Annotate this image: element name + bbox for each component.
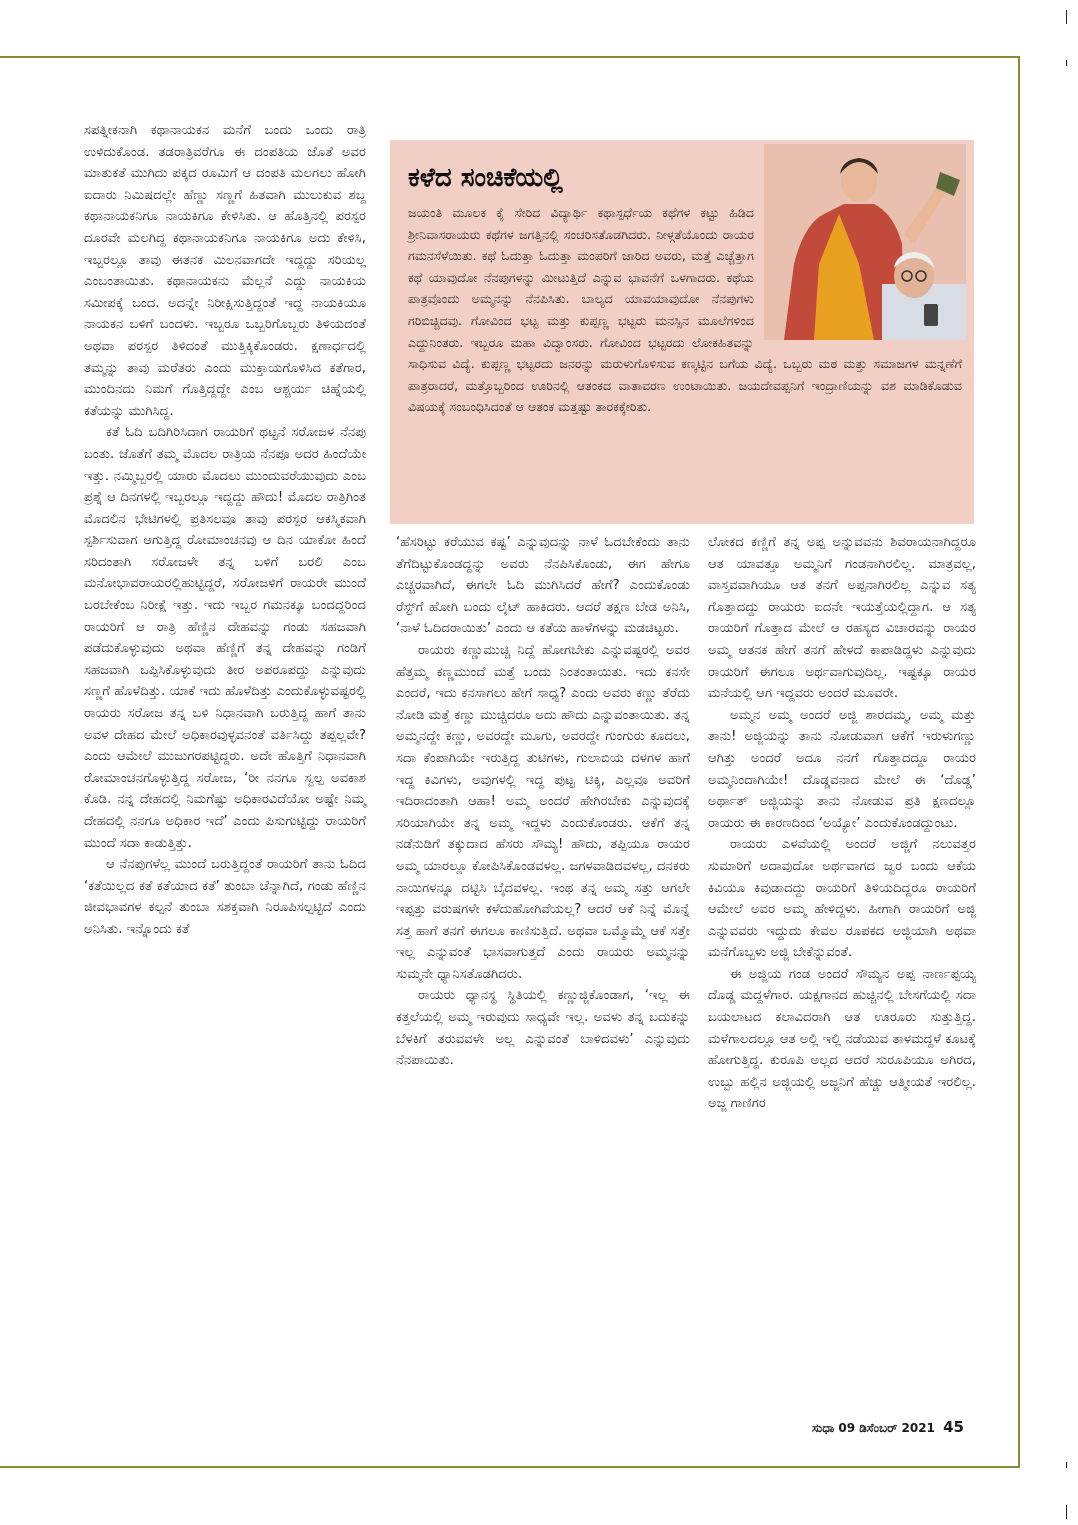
box-summary-text: ಜಯಂತಿ ಮೂಲಕ ಕೈ ಸೇರಿದ ವಿದ್ಯಾರ್ಥಿ ಕಥಾಸ್ಪರ್ಧೆಯ ಕಥೆಗಳ ಕಟ್ಟು ಹಿಡಿದ ಶ್ರೀನಿವಾಸರಾಯರು ಕಥೆಗಳ ಜಗತ್ತಿನಲ್ಲಿ ಸಂಚರಿಸತೊಡಗಿದರು. ನೀಳ್ಗತೆಯೊಂದು ರಾಯರ ಗಮನಸೆಳೆಯಿತು. ಕಥೆ ಓದುತ್ತಾ ಓದುತ್ತಾ ಮಂಪರಿಗೆ ಜಾರಿದ ಅವರು, ಮತ್ತೆ ಎಚ್ಚೆತ್ತಾಗ ಕಥೆ ಯಾವುದೋ ನೆನಪುಗಳನ್ನು ಮೀಟುತ್ತಿದೆ ಎನ್ನುವ ಭಾವನೆಗೆ ಒಳಗಾದರು. ಕಥೆಯ ಪಾತ್ರವೊಂದು ಅಮ್ಮನನ್ನು ನೆನಪಿಸಿತು. ಬಾಲ್ಯದ ಯಾವಯಾವುದೋ ನೆನಪುಗಳು ಗರಿಬಿಚ್ಚಿದವು. ಗೋವಿಂದ ಭಟ್ಟ ಮತ್ತು ಕುಪ್ಪಣ್ಣ ಭಟ್ಟರು ಮನಸ್ಸಿನ ಮೂಲೆಗಳಿಂದ ಎದ್ದುನಿಂತರು. ಇಬ್ಬರೂ ಮಹಾ ವಿದ್ವಾಂಸರು. ಗೋವಿಂದ ಭಟ್ಟರದು ಲೋಕಹಿತವನ್ನು ಸಾಧಿಸುವ ವಿದ್ಯೆ. ಕುಪ್ಪಣ್ಣ ಭಟ್ಟರದು ಜನರನ್ನು ಮರುಳುಗೊಳಿಸುವ ಕಣ್ಕಟ್ಟಿನ ಬಗೆಯ ವಿದ್ಯೆ. ಒಬ್ಬರು ಮಠ ಮತ್ತು ಸಮಾಜಗಳ ಮನ್ನಣೆಗೆ ಪಾತ್ರರಾದರೆ, ಮತ್ತೊಬ್ಬರಿಂದ ಊರಿನಲ್ಲಿ ಆತಂಕದ ವಾತಾವರಣ ಉಂಟಾಯಿತು. ಜಯದೇವಪ್ಪನಿಗೆ ಇಂದ್ರಾಣಿಯನ್ನು ವಶ ಮಾಡಿಕೊಡುವ ವಿಷಯಕ್ಕೆ ಸಂಬಂಧಿಸಿದಂತೆ ಆ ಆತಂಕ ಮತ್ತಷ್ಟು ತಾರಕಕ್ಕೇರಿತು. <box>408 205 962 415</box>
paragraph: ಆ ನೆನಪುಗಳೆಲ್ಲ ಮುಂದೆ ಬರುತ್ತಿದ್ದಂತೆ ರಾಯರಿಗೆ ತಾನು ಓದಿದ ‘ಕತೆಯಿಲ್ಲದ ಕತೆ ಕತೆಯಾದ ಕತೆ’ ತುಂಬಾ ಚೆನ್ನಾಗಿದೆ, ಗಂಡು ಹೆಣ್ಣಿನ ಜೀವಭಾವಗಳ ಕಲ್ಪನೆ ತುಂಬಾ ಸಶಕ್ತವಾಗಿ ನಿರೂಪಿಸಲ್ಪಟ್ಟಿದೆ ಎಂದು ಅನಿಸಿತು. ಇನ್ನೊಂದು ಕತೆ <box>84 857 366 937</box>
paragraph: ಸಪತ್ನೀಕನಾಗಿ ಕಥಾನಾಯಕನ ಮನೆಗೆ ಬಂದು ಒಂದು ರಾತ್ರಿ ಉಳಿದುಕೊಂಡ. ತಡರಾತ್ರಿವರೆಗೂ ಈ ದಂಪತಿಯ ಜೊತೆ ಅವರ ಮಾತುಕತೆ ಮುಗಿದು ಪಕ್ಕದ ರೂಮಿಗೆ ಆ ದಂಪತಿ ಮಲಗಲು ಹೋಗಿ ಐದಾರು ನಿಮಿಷದಲ್ಲೇ ಹೆಣ್ಣು ಸಣ್ಣಗೆ ಹಿತವಾಗಿ ಮುಲುಕುವ ಶಬ್ದ ಕಥಾನಾಯಕನಿಗೂ ನಾಯಕಿಗೂ ಕೇಳಿಸಿತು. ಆ ಹೊತ್ತಿನಲ್ಲಿ ಪರಸ್ಪರ ದೂರವೇ ಮಲಗಿದ್ದ ಕಥಾನಾಯಕನಿಗೂ ನಾಯಕಿಗೂ ಅದು ಕೇಳಿಸಿ, ಇಬ್ಬರಲ್ಲೂ ತಾವು ಈತನಕ ಮಿಲನವಾಗದೇ ಇದ್ದದ್ದು ಸರಿಯಲ್ಲ ಎಂಬಂತಾಯಿತು. ಕಥಾನಾಯಕನು ಮೆಲ್ಲನೆ ಎದ್ದು ನಾಯಕಿಯ ಸಮೀಪಕ್ಕೆ ಬಂದ. ಅದನ್ನೇ ನಿರೀಕ್ಷಿಸುತ್ತಿದ್ದಂತೆ ಇದ್ದ ನಾಯಕಿಯೂ ನಾಯಕನ ಬಳಿಗೆ ಬಂದಳು. ಇಬ್ಬರೂ ಒಬ್ಬರಿಗೊಬ್ಬರು ತಿಳಿಯದಂತೆ ಅಥವಾ ಪರಸ್ಪರ ತಿಳಿದಂತೆ ಮುತ್ತಿಕ್ಕಿಕೊಂಡರು. ಕ್ಷಣಾರ್ಧದಲ್ಲಿ ತಮ್ಮನ್ನು ತಾವು ಮರೆತರು ಎಂದು ಮುಕ್ತಾಯಗೊಳಿಸಿದ ಕತೆಗಾರ, ಮುಂದಿನದು ನಿಮಗೆ ಗೊತ್ತಿದ್ದದ್ದೇ ಎಂಬ ಆಶ್ಚರ್ಯ ಚಿಹ್ನೆಯಲ್ಲಿ ಕತೆಯನ್ನು ಮುಗಿಸಿದ್ದ. <box>84 123 366 419</box>
crop-mark <box>1066 60 1067 66</box>
frame-bottom-rule <box>0 1466 1020 1468</box>
article-column-1 <box>84 120 366 941</box>
crop-mark <box>1066 1505 1067 1519</box>
frame-top-rule <box>0 56 1020 58</box>
crop-mark <box>1066 10 1067 24</box>
article-column-3 <box>708 532 976 1115</box>
paragraph: ರಾಯರು ಧ್ಯಾನಸ್ಥ ಸ್ಥಿತಿಯಲ್ಲಿ ಕಣ್ಣುಜ್ಜಿಕೊಂಡಾಗ, ‘ಇಲ್ಲ ಈ ಕತ್ತಲೆಯಲ್ಲಿ ಅಮ್ಮ ಇರುವುದು ಸಾಧ್ಯವೇ ಇಲ್ಲ. ಅವಳು ತನ್ನ ಬದುಕನ್ನು ಬೆಳಕಿಗೆ ತರುವವಳೇ ಅಲ್ಲ ಎನ್ನುವಂತೆ ಬಾಳಿದವಳು’ ಎನ್ನುವುದು ನೆನಪಾಯಿತು. <box>396 988 690 1069</box>
box-title: ಕಳೆದ ಸಂಚಿಕೆಯಲ್ಲಿ <box>408 163 563 193</box>
crop-mark <box>1066 1462 1067 1468</box>
paragraph: ಈ ಅಜ್ಜಿಯ ಗಂಡ ಅಂದರೆ ಸೌಮ್ಯನ ಅಪ್ಪ ನಾರ್ಣಪ್ಪಯ್ಯ ದೊಡ್ಡ ಮದ್ದಳೆಗಾರ. ಯಕ್ಷಗಾನದ ಹುಚ್ಚಿನಲ್ಲಿ ಬೇಸಗೆಯಲ್ಲಿ ಸದಾ ಬಯಲಾಟದ ಕಲಾವಿದರಾಗಿ ಆತ ಊರೂರು ಸುತ್ತುತ್ತಿದ್ದ. ಮಳೆಗಾಲದಲ್ಲೂ ಆತ ಅಲ್ಲಿ ಇಲ್ಲಿ ನಡೆಯುವ ತಾಳಮದ್ದಳೆ ಕೂಟಕ್ಕೆ ಹೋಗುತ್ತಿದ್ದ. ಕುರೂಪಿ ಅಲ್ಲದ ಆದರೆ ಸುರೂಪಿಯೂ ಅಗಿರದ, ಉಬ್ಬು ಹಲ್ಲಿನ ಅಜ್ಜಿಯಲ್ಲಿ ಅಜ್ಜನಿಗೆ ಹೆಚ್ಚು ಆತ್ಮೀಯತೆ ಇರಲಿಲ್ಲ. ಅಜ್ಜ ಗಾಣಿಗರ <box>708 966 976 1112</box>
paragraph: ರಾಯರು ಕಣ್ಣುಮುಚ್ಚಿ ನಿದ್ದೆ ಹೋಗಬೇಕು ಎನ್ನುವಷ್ಟರಲ್ಲಿ ಅವರ ಹೆತ್ತಮ್ಮ ಕಣ್ಣಮುಂದೆ ಮತ್ತೆ ಬಂದು ನಿಂತಂತಾಯಿತು. ಇದು ಕನಸೇ ಎಂದರೆ, ಇದು ಕನಸಾಗಲು ಹೇಗೆ ಸಾಧ್ಯ? ಎಂದು ಅವರು ಕಣ್ಣು ತೆರೆದು ನೋಡಿ ಮತ್ತೆ ಕಣ್ಣು ಮುಚ್ಚಿದರೂ ಅದು ಹೌದು ಎನ್ನುವಂತಾಯಿತು. ತನ್ನ ಅಮ್ಮನದ್ದೇ ಕಣ್ಣು, ಅವರದ್ದೇ ಮೂಗು, ಅವರದ್ದೇ ಗುಂಗುರು ಕೂದಲು, ಸದಾ ಕೆಂಪಾಗಿಯೇ ಇರುತ್ತಿದ್ದ ತುಟಿಗಳು, ಗುಲಾಬಿಯ ದಳಗಳ ಹಾಗೆ ಇದ್ದ ಕಿವಿಗಳು, ಅವುಗಳಲ್ಲಿ ಇದ್ದ ಪುಟ್ಟ ಟಿಕ್ಕಿ, ಎಲ್ಲವೂ ಅವರಿಗೆ ಇದಿರಾದಂತಾಗಿ ಆಹಾ! ಅಮ್ಮ ಅಂದರೆ ಹೇಗಿರಬೇಕು ಎನ್ನುವುದಕ್ಕೆ ಸರಿಯಾಗಿಯೇ ತನ್ನ ಅಮ್ಮ ಇದ್ದಳು ಎಂದುಕೊಂಡರು. ಆಕೆಗೆ ತನ್ನ ನಡೆನುಡಿಗೆ ತಕ್ಕುದಾದ ಹೆಸರು ಸೌಮ್ಯ! ಹೌದು, ತಪ್ಪಿಯೂ ರಾಯರ ಅಮ್ಮ ಯಾರಲ್ಲೂ ಕೋಪಿಸಿಕೊಂಡವಳಲ್ಲ. ಜಗಳವಾಡಿದವಳಲ್ಲ, ದನಕರು ನಾಯಿಗಳನ್ನೂ ದಟ್ಟಿಸಿ ಬೈದವಳಲ್ಲ. ಇಂಥ ತನ್ನ ಅಮ್ಮ ಸತ್ತು ಆಗಲೇ ಇಪ್ಪತ್ತು ವರುಷಗಳೇ ಕಳೆದುಹೋಗಿವೆಯಲ್ಲ? ಆದರೆ ಆಕೆ ನಿನ್ನೆ ಮೊನ್ನೆ ಸತ್ತ ಹಾಗೆ ತನಗೆ ಈಗಲೂ ಕಾಣಿಸುತ್ತಿದೆ. ಅಥವಾ ಒಮ್ಮೊಮ್ಮೆ ಆಕೆ ಸತ್ತೇ ಇಲ್ಲ ಎನ್ನುವಂತೆ ಭಾಸವಾಗುತ್ತದೆ ಎಂದು ರಾಯರು ಅಮ್ಮನನ್ನು ಸುಮ್ಮನೇ ಧ್ಯಾನಿಸತೊಡಗಿದರು. <box>396 642 690 982</box>
paragraph: ಕತೆ ಓದಿ ಬದಿಗಿರಿಸಿದಾಗ ರಾಯರಿಗೆ ಥಟ್ಟನೆ ಸರೋಜಳ ನೆನಪು ಬಂತು. ಜೊತೆಗೆ ತಮ್ಮ ಮೊದಲ ರಾತ್ರಿಯ ನೆನಪೂ ಅದರ ಹಿಂದೆಯೇ ಇತ್ತು. ನಮ್ಮಿಬ್ಬರಲ್ಲಿ ಯಾರು ಮೊದಲು ಮುಂದುವರೆಯುವುದು ಎಂಬ ಪ್ರಶ್ನೆ ಆ ದಿನಗಳಲ್ಲಿ ಇಬ್ಬರಲ್ಲೂ ಇದ್ದದ್ದು ಹೌದು! ಮೊದಲ ರಾತ್ರಿಗಿಂತ ಮೊದಲಿನ ಭೇಟಿಗಳಲ್ಲಿ ಪ್ರತಿಸಲವೂ ತಾವು ಪರಸ್ಪರ ಆಕಸ್ಮಿಕವಾಗಿ ಸ್ಪರ್ಶಿಸುವಾಗ ಆಗುತ್ತಿದ್ದ ರೋಮಾಂಚನವು ಆ ದಿನ ಯಾಕೋ ಹಿಂದೆ ಸರಿದಂತಾಗಿ ಸರೋಜಳೇ ತನ್ನ ಬಳಿಗೆ ಬರಲಿ ಎಂಬ ಮನೋಭಾವರಾಯರಲ್ಲಿಹುಟ್ಟಿದ್ದರೆ, ಸರೋಜಳಿಗೆ ರಾಯರೇ ಮುಂದೆ ಬರಬೇಕೆಂಬ ನಿರೀಕ್ಷೆ ಇತ್ತು. ಇದು ಇಬ್ಬರ ಗಮನಕ್ಕೂ ಬಂದದ್ದರಿಂದ ರಾಯರಿಗೆ ಆ ರಾತ್ರಿ ಹೆಣ್ಣಿನ ದೇಹವನ್ನು ಗಂಡು ಸಹಜವಾಗಿ ಪಡೆದುಕೊಳ್ಳುವುದು ಅಥವಾ ಹೆಣ್ಣಿಗೆ ತನ್ನ ದೇಹವನ್ನು ಗಂಡಿಗೆ ಸಹಜವಾಗಿ ಒಪ್ಪಿಸಿಕೊಳ್ಳುವುದು ತೀರ ಅಪರೂಪದ್ದು ಎನ್ನುವುದು ಸಣ್ಣಗೆ ಹೊಳೆದಿತ್ತು. ಯಾಕೆ ಇದು ಹೊಳೆದಿತ್ತು ಎಂದುಕೊಳ್ಳುವಷ್ಟರಲ್ಲಿ ರಾಯರು ಸರೋಜ ತನ್ನ ಬಳಿ ನಿಧಾನವಾಗಿ ಬರುತ್ತಿದ್ದ ಹಾಗೆ ತಾನು ಅವಳ ದೇಹದ ಮೇಲೆ ಅಧಿಕಾರವುಳ್ಳವನಂತೆ ವರ್ತಿಸಿದ್ದು ತಪ್ಪಲ್ಲವೇ? ಎಂದು ಆಮೇಲೆ ಮುಜುಗರಪಟ್ಟಿದ್ದರು. ಅದೇ ಹೊತ್ತಿಗೆ ನಿಧಾನವಾಗಿ ರೋಮಾಂಚನಗೊಳ್ಳುತ್ತಿದ್ದ ಸರೋಜ, ‘ರೀ ನನಗೂ ಸ್ವಲ್ಪ ಅವಕಾಶ ಕೊಡಿ. ನನ್ನ ದೇಹದಲ್ಲಿ ನಿಮಗೆಷ್ಟು ಅಧಿಕಾರವಿದೆಯೋ ಅಷ್ಟೇ ನಿಮ್ಮ ದೇಹದಲ್ಲಿ ನನಗೂ ಅಧಿಕಾರ ಇದೆ’ ಎಂದು ಪಿಸುಗುಟ್ಟಿದ್ದು ರಾಯರಿಗೆ ಮುಂದೆ ಸದಾ ಕಾಡುತ್ತಿತ್ತು. <box>84 425 366 851</box>
paragraph: ‘ಹೆಸರಿಟ್ಟು ಕರೆಯುವ ಕಷ್ಟ’ ಎನ್ನುವುದನ್ನು ನಾಳೆ ಓದಬೇಕೆಂದು ತಾನು ತೆಗೆದಿಟ್ಟುಕೊಂಡದ್ದನ್ನು ಅವರು ನೆನಪಿಸಿಕೊಂಡು, ಈಗ ಹೇಗೂ ಎಚ್ಚರವಾಗಿದೆ, ಈಗಲೇ ಓದಿ ಮುಗಿಸಿದರೆ ಹೇಗೆ? ಎಂದುಕೊಂಡು ರೆಸ್ಟ್‌ಗೆ ಹೋಗಿ ಬಂದು ಲೈಟ್ ಹಾಕಿದರು. ಆದರೆ ತಕ್ಷಣ ಬೇಡ ಅನಿಸಿ, ‘ನಾಳೆ ಓದಿದರಾಯಿತು’ ಎಂದು ಆ ಕತೆಯ ಹಾಳೆಗಳನ್ನು ಮಡಚಿಟ್ಟರು. <box>396 535 690 637</box>
frame-right-rule <box>1018 56 1020 1468</box>
woman-and-old-man-illustration-icon <box>764 144 966 340</box>
page-number: 45 <box>943 1418 964 1436</box>
paragraph: ಅಮ್ಮನ ಅಮ್ಮ ಅಂದರೆ ಅಜ್ಜಿ ಶಾರದಮ್ಮ, ಅಮ್ಮ ಮತ್ತು ತಾನು! ಅಜ್ಜಿಯನ್ನು ತಾನು ನೋಡುವಾಗ ಆಕೆಗೆ ಇರುಳುಗಣ್ಣು ಆಗಿತ್ತು ಅಂದರೆ ಅದೂ ನನಗೆ ಗೊತ್ತಾದದ್ದೂ ರಾಯರ ಅಮ್ಮನಿಂದಾಗಿಯೇ! ದೊಡ್ಡವನಾದ ಮೇಲೆ ಈ ‘ದೊಡ್ಡ’ ಅರ್ಥಾತ್ ಅಜ್ಜಿಯನ್ನು ತಾನು ನೋಡುವ ಪ್ರತಿ ಕ್ಷಣದಲ್ಲೂ ರಾಯರು ಈ ಕಾರಣದಿಂದ ‘ಅಯ್ಯೋ’ ಎಂದುಕೊಂಡದ್ದುಂಟು. <box>708 707 976 831</box>
article-column-2 <box>396 532 690 1072</box>
page-footer <box>812 1418 964 1436</box>
magazine-issue-label: ಸುಧಾ 09 ಡಿಸೆಂಬರ್ 2021 <box>812 1421 935 1435</box>
paragraph: ಲೋಕದ ಕಣ್ಣಿಗೆ ತನ್ನ ಅಪ್ಪ ಅನ್ನುವವನು ಶಿವರಾಯನಾಗಿದ್ದರೂ ಆತ ಯಾವತ್ತೂ ಅಮ್ಮನಿಗೆ ಗಂಡನಾಗಿರಲಿಲ್ಲ. ಮಾತ್ರವಲ್ಲ, ವಾಸ್ತವವಾಗಿಯೂ ಆತ ತನಗೆ ಅಪ್ಪನಾಗಿರಲಿಲ್ಲ ಎನ್ನುವ ಸತ್ಯ ಗೊತ್ತಾದದ್ದು ರಾಯರು ಐದನೇ ಇಯತ್ತೆಯಲ್ಲಿದ್ದಾಗ. ಆ ಸತ್ಯ ರಾಯರಿಗೆ ಗೊತ್ತಾದ ಮೇಲೆ ಆ ರಹಸ್ಯದ ವಿಚಾರವನ್ನು ರಾಯರ ಅಮ್ಮ ಆತನಕ ಹೇಗೆ ತನಗೆ ಹೇಳದೆ ಕಾಪಾಡಿದ್ದಳು ಎನ್ನುವುದು ರಾಯರಿಗೆ ಈಗಲೂ ಅರ್ಥವಾಗುವುದಿಲ್ಲ. ಇಷ್ಟಕ್ಕೂ ರಾಯರ ಮನೆಯಲ್ಲಿ ಆಗ ಇದ್ದವರು ಅಂದರೆ ಮೂವರೇ. <box>708 535 976 702</box>
paragraph: ರಾಯರು ಎಳವೆಯಲ್ಲಿ ಅಂದರೆ ಅಜ್ಜಿಗೆ ನಲುವತ್ತರ ಸುಮಾರಿಗೆ ಅದಾವುದೋ ಅರ್ಥವಾಗದ ಜ್ವರ ಬಂದು ಆಕೆಯ ಕಿವಿಯೂ ಕಿವುಡಾದದ್ದು ರಾಯರಿಗೆ ತಿಳಿಯದಿದ್ದರೂ ರಾಯರಿಗೆ ಆಮೇಲೆ ಅವರ ಅಮ್ಮ ಹೇಳಿದ್ದಳು. ಹೀಗಾಗಿ ರಾಯರಿಗೆ ಅಜ್ಜಿ ಎನ್ನುವವರು ಇದ್ದುದು ಕೇವಲ ರೂಪಕದ ಅಜ್ಜಿಯಾಗಿ ಅಥವಾ ಮನೆಗೊಬ್ಬಳು ಅಜ್ಜಿ ಬೇಕೆನ್ನುವಂತೆ. <box>708 837 976 961</box>
previous-episode-box <box>390 140 974 524</box>
